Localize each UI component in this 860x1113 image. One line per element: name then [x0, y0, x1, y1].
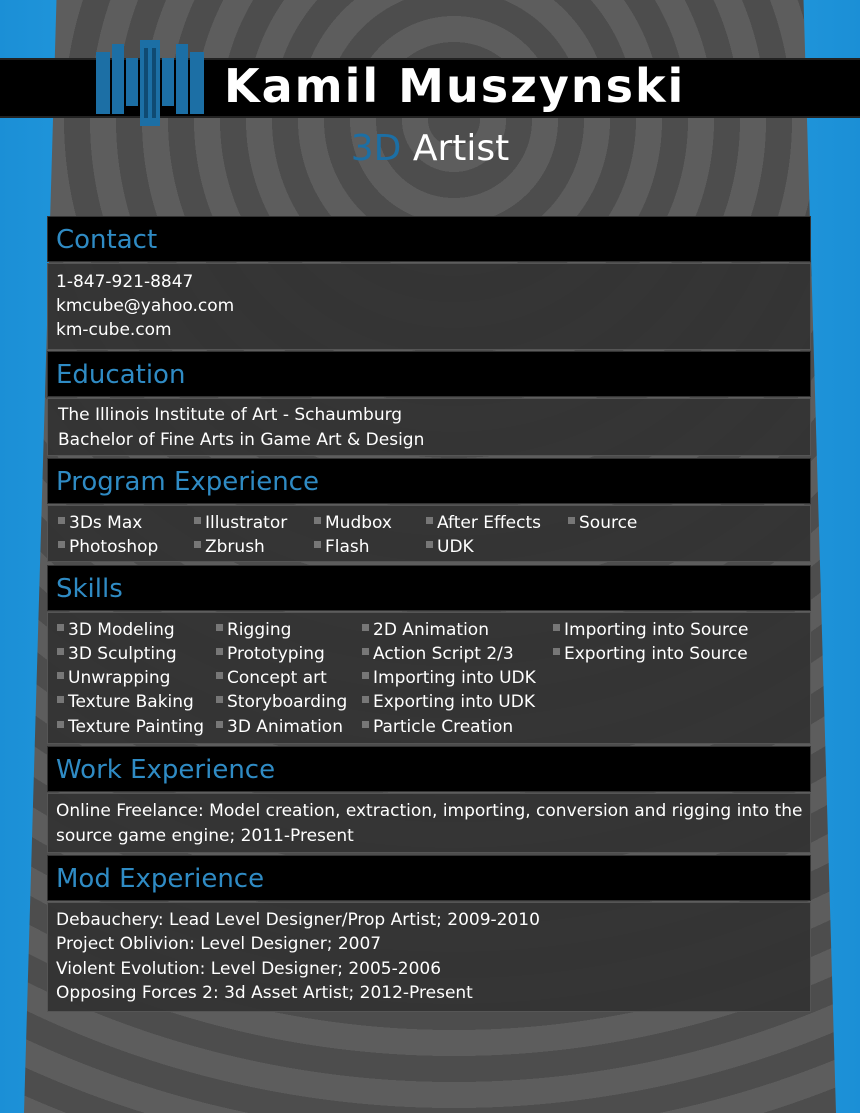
skill-item: 2D Animation	[362, 618, 489, 642]
education-header	[47, 351, 811, 397]
skill-item: Action Script 2/3	[362, 642, 514, 666]
skills-title: Skills	[56, 574, 123, 604]
program-item: Flash	[314, 535, 370, 559]
skill-item: Importing into UDK	[362, 666, 536, 690]
mod-header	[47, 855, 811, 901]
skill-item: Storyboarding	[216, 690, 347, 714]
skill-item: Texture Painting	[57, 715, 204, 739]
contact-body	[47, 263, 811, 350]
mod-title: Mod Experience	[56, 864, 265, 894]
skill-item: 3D Animation	[216, 715, 343, 739]
program-item: UDK	[426, 535, 474, 559]
program-item: After Effects	[426, 511, 541, 535]
skill-item: Importing into Source	[553, 618, 748, 642]
applicant-name: Kamil Muszynski	[224, 59, 686, 113]
mod-line: Opposing Forces 2: 3d Asset Artist; 2012-Present	[56, 983, 473, 1003]
job-title	[0, 128, 860, 169]
work-line: source game engine; 2011-Present	[56, 826, 354, 846]
contact-website[interactable]: km-cube.com	[56, 320, 172, 340]
job-title-rest: Artist	[401, 128, 510, 169]
work-body	[47, 793, 811, 853]
work-header	[47, 746, 811, 792]
skill-item: Exporting into Source	[553, 642, 748, 666]
mod-line: Violent Evolution: Level Designer; 2005-2006	[56, 959, 442, 979]
mod-body	[47, 902, 811, 1012]
education-title: Education	[56, 360, 186, 390]
program-item: Source	[568, 511, 637, 535]
skill-item: Unwrapping	[57, 666, 170, 690]
skill-item: Prototyping	[216, 642, 325, 666]
contact-phone: 1-847-921-8847	[56, 272, 194, 292]
skill-item: Rigging	[216, 618, 291, 642]
program-item: Zbrush	[194, 535, 265, 559]
work-line: Online Freelance: Model creation, extraction, importing, conversion and rigging into the	[56, 801, 803, 821]
program-item: Photoshop	[58, 535, 158, 559]
contact-email[interactable]: kmcube@yahoo.com	[56, 296, 235, 316]
work-title: Work Experience	[56, 755, 276, 785]
skill-item: Exporting into UDK	[362, 690, 535, 714]
skill-item: Concept art	[216, 666, 327, 690]
mod-line: Project Oblivion: Level Designer; 2007	[56, 934, 382, 954]
mod-line: Debauchery: Lead Level Designer/Prop Artist; 2009-2010	[56, 910, 540, 930]
km-cube-logo-icon	[96, 40, 206, 126]
education-body	[47, 398, 811, 456]
skill-item: Particle Creation	[362, 715, 513, 739]
programs-body	[47, 505, 811, 562]
skill-item: 3D Modeling	[57, 618, 175, 642]
program-item: 3Ds Max	[58, 511, 142, 535]
program-item: Mudbox	[314, 511, 392, 535]
skill-item: Texture Baking	[57, 690, 194, 714]
skills-header	[47, 565, 811, 611]
skill-item: 3D Sculpting	[57, 642, 177, 666]
programs-header	[47, 458, 811, 504]
education-school: The Illinois Institute of Art - Schaumburg	[58, 405, 403, 425]
education-degree: Bachelor of Fine Arts in Game Art & Design	[58, 430, 425, 450]
skills-body	[47, 612, 811, 744]
contact-title: Contact	[56, 225, 158, 255]
contact-header	[47, 216, 811, 262]
program-item: Illustrator	[194, 511, 287, 535]
programs-title: Program Experience	[56, 467, 319, 497]
job-title-accent: 3D	[350, 128, 402, 169]
